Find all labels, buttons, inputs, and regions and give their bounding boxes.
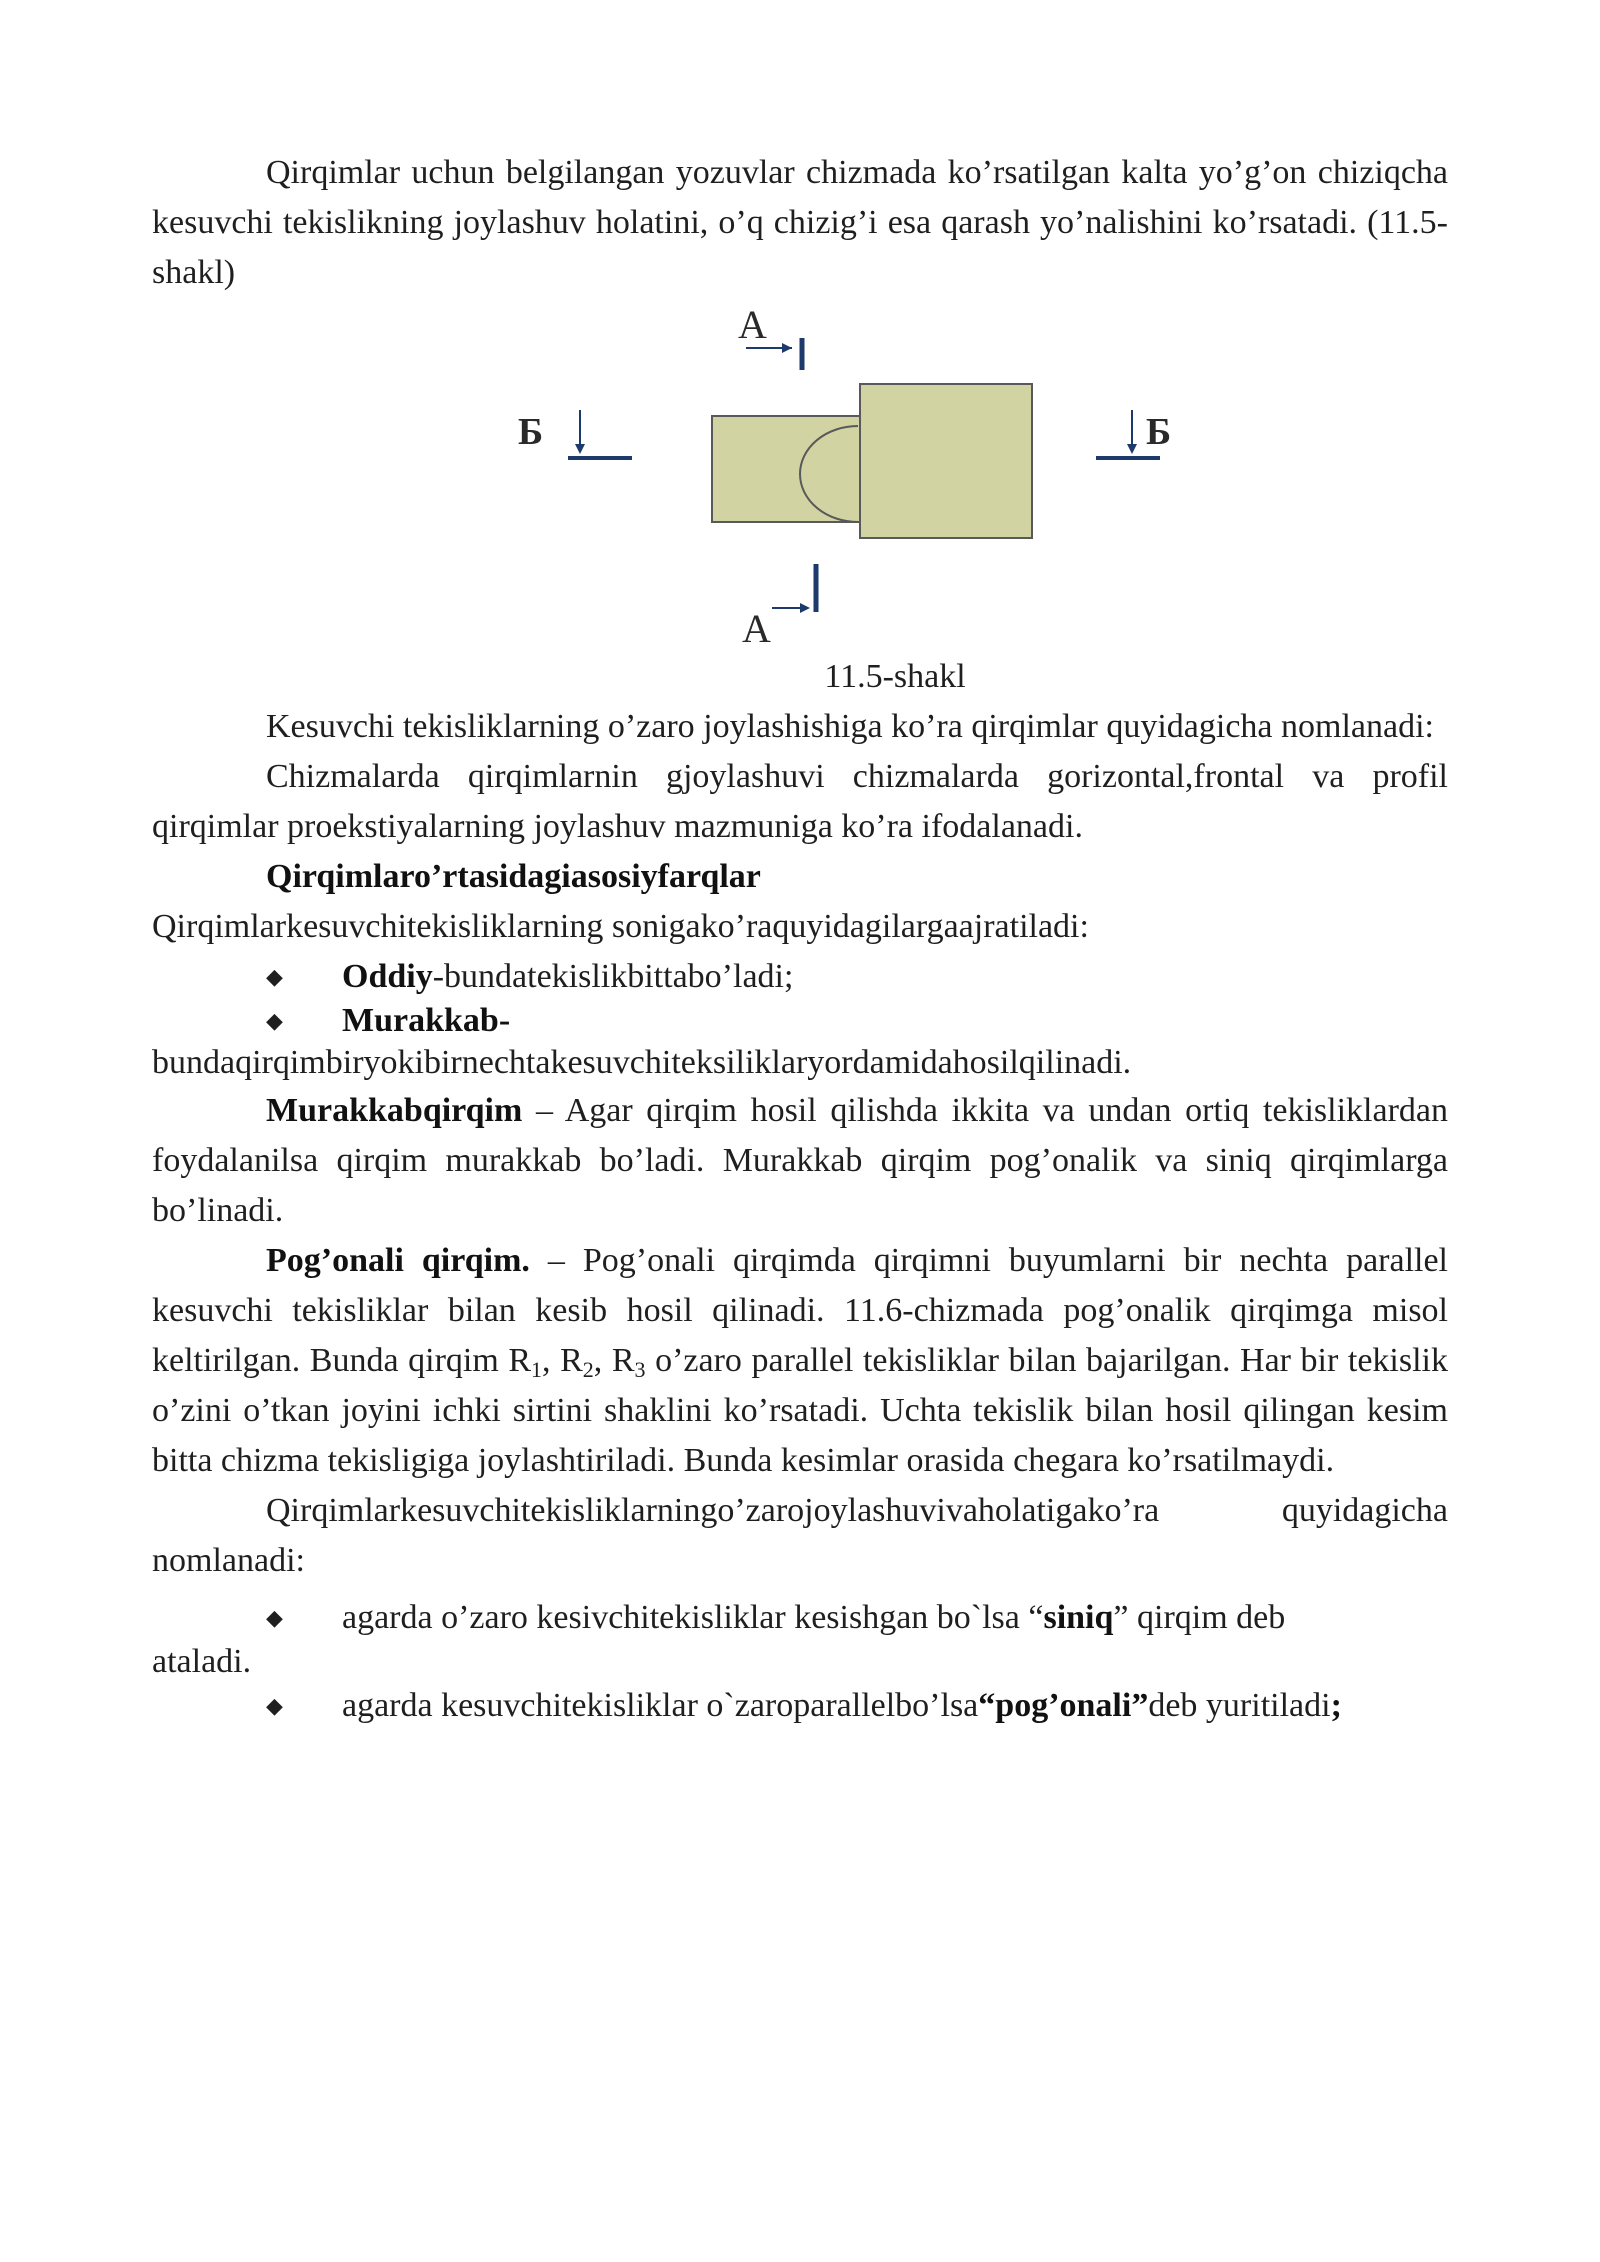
subscript-2: 2	[582, 1357, 594, 1382]
term-oddiy: Oddiy	[342, 958, 433, 995]
heading-text: Qirqimlaro’rtasidagiasosiyfarqlar	[266, 858, 761, 895]
label-b-right: Б	[1146, 411, 1172, 453]
bullet-simple-text: -bundatekislikbittabo’ladi;	[432, 958, 794, 995]
paragraph-classification: Qirqimlarkesuvchitekisliklarning sonigako’raquyidagilargaajratiladi:	[152, 908, 1089, 945]
term-murakkab-qirqim: Murakkabqirqim	[266, 1092, 523, 1129]
bullet-stepped-text-after: deb yuritiladi	[1148, 1687, 1331, 1724]
bullet-diamond-icon: ◆	[266, 1008, 283, 1033]
label-a-top: A	[738, 302, 767, 347]
stepped-text-after: o’zaro parallel tekisliklar bilan bajarilgan. Har bir tekislik o’zini o’tkan joyini ichki sirtini shaklini ko’rsatadi. Uchta tekislik bilan hosil qilingan kesim bitta chizma tekisligiga joylashtiriladi. Bunda kesimlar orasida chegara ko’rsatilmaydi.	[152, 1342, 1448, 1479]
separator-1: , R	[542, 1342, 583, 1379]
left-block	[712, 416, 860, 522]
paragraph-stepped-section	[152, 1236, 1448, 1486]
arrow-b-right-head	[1127, 444, 1137, 454]
bullet-simple	[152, 952, 1448, 1002]
figure-11-5	[152, 302, 1448, 652]
right-block	[860, 384, 1032, 538]
paragraph-complex-section	[152, 1086, 1448, 1236]
complex-section-text: – Agar qirqim hosil qilishda ikkita va undan ortiq tekisliklardan foydalanilsa qirqim murakkab bo’ladi. Murakkab qirqim pog’onalik va siniq qirqimlarga bo’linadi.	[152, 1092, 1448, 1229]
section-heading-differences	[152, 852, 1448, 902]
bullet-diamond-icon: ◆	[266, 1605, 283, 1630]
bullet-broken-text-before: agarda o’zaro kesivchitekisliklar kesishgan bo`lsa “	[342, 1599, 1044, 1636]
arrow-b-left-head	[575, 444, 585, 454]
separator-2: , R	[593, 1342, 635, 1379]
arrow-a-bottom-head	[800, 603, 810, 613]
bullet-stepped-text-before: agarda kesuvchitekisliklar o`zaroparallelbo’lsa	[342, 1687, 979, 1724]
bullet-diamond-icon: ◆	[266, 1693, 283, 1718]
term-pogonali: “pog’onali”	[978, 1687, 1149, 1724]
document-page	[152, 148, 1448, 1730]
label-a-bottom: A	[742, 606, 771, 651]
subscript-3: 3	[634, 1357, 646, 1382]
label-b-left: Б	[518, 411, 544, 453]
section-diagram	[152, 302, 1448, 652]
stepped-text-before: – Pog’onali qirqimda qirqimni buyumlarni bir nechta parallel kesuvchi tekisliklar bilan kesib hosil qilinadi. 11.6-chizmada pog’onalik qirqimga misol keltirilgan. Bunda qirqim R	[152, 1242, 1448, 1379]
subscript-1: 1	[531, 1357, 543, 1382]
paragraph-arrangement: Qirqimlarkesuvchitekisliklarningo’zarojoylashuvivaholatigako’ra quyidagicha nomlanadi:	[152, 1492, 1448, 1579]
bullet-diamond-icon: ◆	[266, 964, 283, 989]
arrow-a-top-head	[782, 343, 792, 353]
term-siniq: siniq	[1043, 1599, 1114, 1636]
paragraph-naming: Kesuvchi tekisliklarning o’zaro joylashishiga ko’ra qirqimlar quyidagicha nomlanadi:	[266, 708, 1434, 745]
bullet-broken	[152, 1594, 1448, 1642]
bullet-stepped-end: ;	[1330, 1687, 1342, 1724]
bullet-complex-continuation: bundaqirqimbiryokibirnechtakesuvchiteksiliklaryordamidahosilqilinadi.	[152, 1044, 1132, 1081]
term-murakkab: Murakkab-	[342, 1002, 511, 1039]
bullet-stepped	[152, 1682, 1448, 1730]
bullet-broken-text-after: ” qirqim deb	[1113, 1599, 1286, 1636]
bullet-complex	[152, 1002, 1448, 1040]
term-pogonali-qirqim: Pog’onali qirqim.	[266, 1242, 530, 1279]
paragraph-projection: Chizmalarda qirqimlarnin gjoylashuvi chizmalarda gorizontal,frontal va profil qirqimlar proekstiyalarning joylashuv mazmuniga ko’ra ifodalanadi.	[152, 758, 1448, 845]
figure-caption: 11.5-shakl	[824, 658, 966, 695]
bullet-broken-continuation: ataladi.	[152, 1643, 252, 1680]
paragraph-intro: Qirqimlar uchun belgilangan yozuvlar chizmada ko’rsatilgan kalta yo’g’on chiziqcha kesuvchi tekislikning joylashuv holatini, o’q chizig’i esa qarash yo’nalishini ko’rsatadi. (11.5-shakl)	[152, 154, 1448, 291]
